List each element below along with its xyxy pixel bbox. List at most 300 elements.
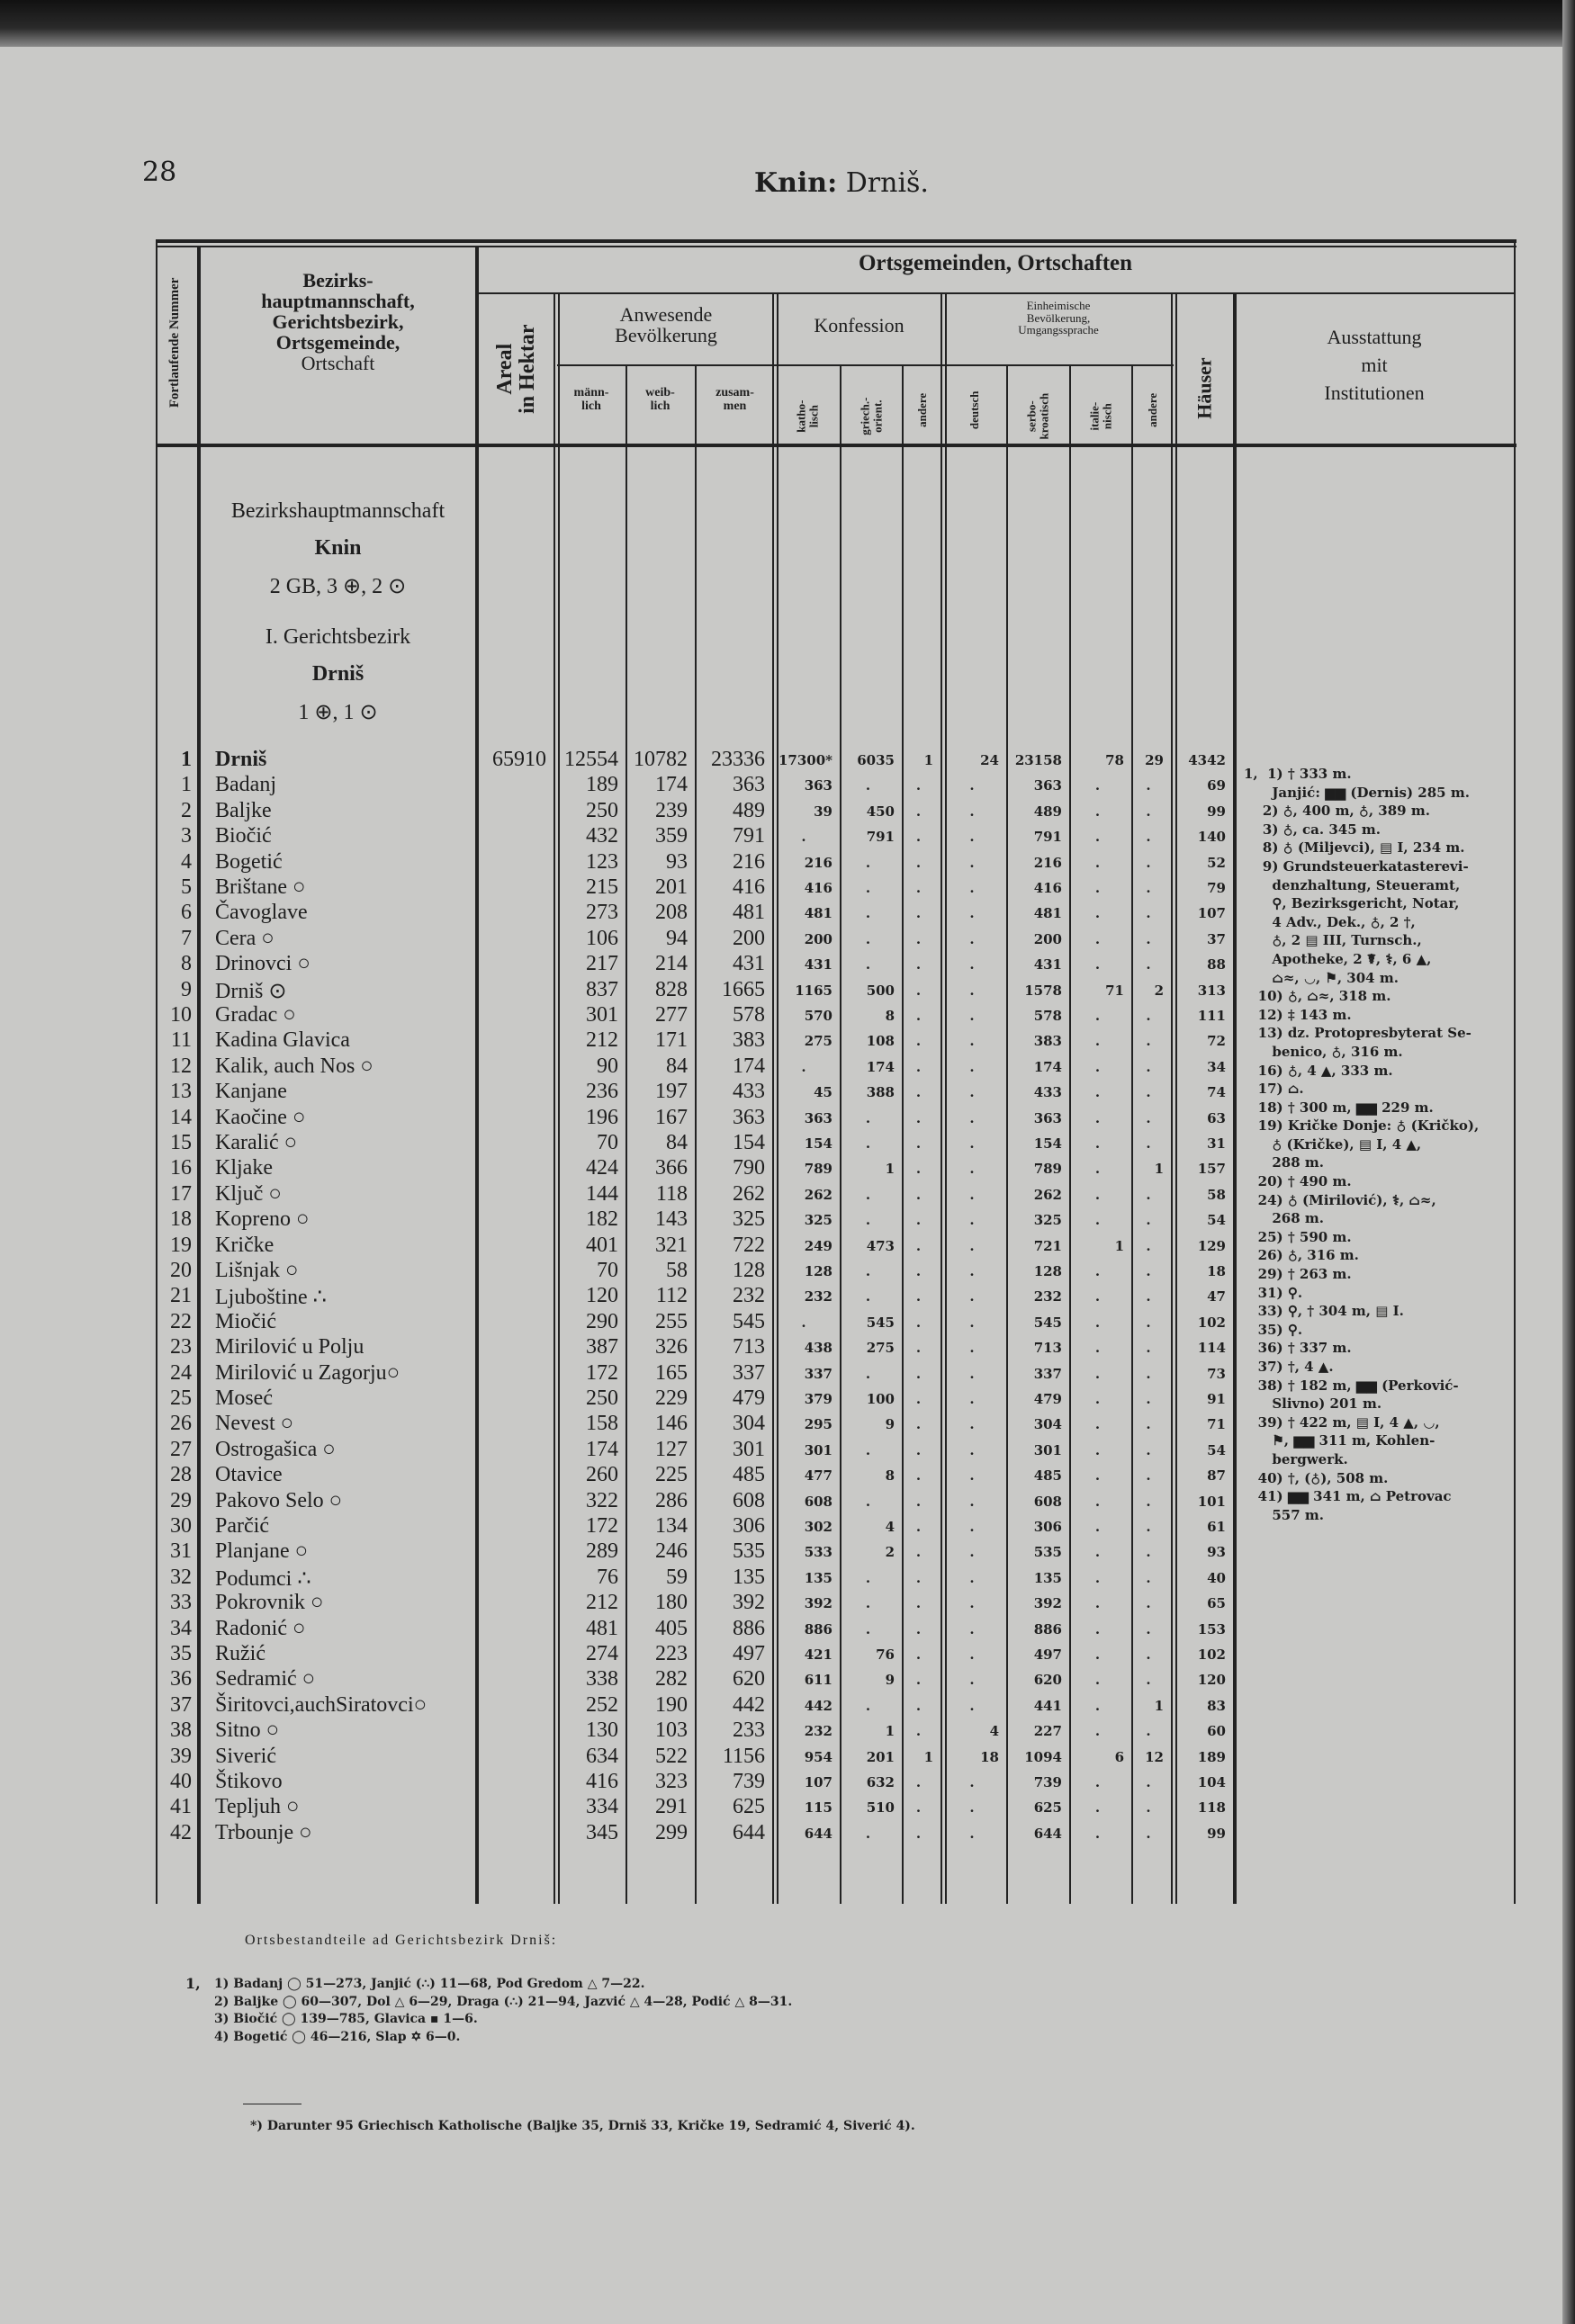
header-line: lich bbox=[650, 399, 670, 413]
cell-male: 172 bbox=[586, 1514, 618, 1538]
cell-german: . bbox=[969, 1033, 975, 1050]
cell-other-language: . bbox=[1146, 829, 1151, 846]
footer-heading: Ortsbestandteile ad Gerichtsbezirk Drniš: bbox=[245, 1933, 558, 1948]
cell-male: 387 bbox=[586, 1335, 618, 1359]
cell-catholic: 789 bbox=[804, 1161, 832, 1178]
note-line: 20) † 490 m. bbox=[1244, 1173, 1352, 1190]
cell-serbo-croatian: 431 bbox=[1033, 956, 1062, 974]
cell-catholic: 337 bbox=[804, 1365, 832, 1382]
cell-greek-orthodox: 1 bbox=[885, 1161, 895, 1178]
cell-number: 18 bbox=[170, 1207, 192, 1232]
note-line: denzhaltung, Steueramt, bbox=[1244, 876, 1461, 893]
cell-other-confession: . bbox=[915, 1391, 922, 1407]
cell-italian: . bbox=[1094, 1186, 1101, 1203]
cell-serbo-croatian: 392 bbox=[1033, 1595, 1062, 1612]
cell-number: 38 bbox=[170, 1718, 192, 1743]
table-row bbox=[0, 1234, 1260, 1259]
cell-total: 578 bbox=[733, 1003, 765, 1027]
cell-houses: 54 bbox=[1207, 1212, 1226, 1229]
cell-greek-orthodox: . bbox=[865, 1135, 871, 1152]
cell-greek-orthodox: 545 bbox=[866, 1314, 895, 1331]
cell-german: . bbox=[969, 1391, 975, 1407]
cell-greek-orthodox: . bbox=[865, 1825, 871, 1842]
note-line: 41) ▆▆ 341 m, ⌂ Petrovac bbox=[1244, 1488, 1452, 1505]
cell-italian: . bbox=[1094, 1544, 1101, 1561]
court-district-name: Drniš bbox=[311, 662, 364, 686]
cell-other-confession: . bbox=[915, 1467, 922, 1485]
cell-total: 363 bbox=[733, 1105, 765, 1129]
cell-total: 790 bbox=[733, 1156, 765, 1180]
cell-number: 34 bbox=[170, 1616, 192, 1640]
cell-german: . bbox=[969, 956, 975, 974]
cell-greek-orthodox: 4 bbox=[885, 1519, 895, 1535]
cell-houses: 140 bbox=[1197, 829, 1226, 846]
cell-male: 212 bbox=[586, 1028, 618, 1053]
cell-name: Trbounje ○ bbox=[215, 1820, 312, 1844]
cell-other-language: . bbox=[1146, 1493, 1151, 1510]
cell-serbo-croatian: 791 bbox=[1033, 829, 1062, 846]
cell-houses: 118 bbox=[1197, 1799, 1226, 1817]
cell-italian: . bbox=[1094, 880, 1101, 896]
table-row bbox=[0, 875, 1260, 901]
cell-other-confession: . bbox=[915, 777, 922, 794]
cell-serbo-croatian: 545 bbox=[1033, 1314, 1062, 1331]
cell-german: 18 bbox=[980, 1748, 999, 1765]
cell-other-language: . bbox=[1146, 1799, 1151, 1817]
cell-other-language: . bbox=[1146, 1620, 1151, 1638]
cell-name: Siverić bbox=[215, 1744, 276, 1768]
cell-other-language: . bbox=[1146, 1441, 1151, 1458]
cell-other-confession: . bbox=[915, 1263, 922, 1279]
cell-total: 232 bbox=[733, 1284, 765, 1308]
cell-serbo-croatian: 135 bbox=[1033, 1569, 1062, 1586]
cell-male: 345 bbox=[586, 1820, 618, 1844]
cell-name: Brištane ○ bbox=[215, 875, 306, 899]
cell-male: 481 bbox=[586, 1616, 618, 1640]
header-line: Ortschaft bbox=[301, 352, 375, 375]
table-row bbox=[0, 748, 1260, 773]
cell-number: 27 bbox=[170, 1437, 192, 1461]
cell-number: 24 bbox=[170, 1360, 192, 1385]
cell-other-language: 1 bbox=[1154, 1697, 1164, 1714]
cell-total: 1156 bbox=[722, 1744, 765, 1768]
cell-italian: . bbox=[1094, 1008, 1101, 1024]
cell-houses: 91 bbox=[1207, 1391, 1226, 1407]
cell-female: 323 bbox=[655, 1770, 688, 1793]
cell-name: Kalik, auch Nos ○ bbox=[215, 1054, 374, 1078]
cell-female: 201 bbox=[655, 875, 688, 899]
table-row bbox=[0, 850, 1260, 875]
cell-italian: . bbox=[1094, 1340, 1101, 1357]
cell-female: 59 bbox=[666, 1565, 688, 1589]
cell-other-confession: . bbox=[915, 1774, 922, 1790]
cell-number: 19 bbox=[170, 1233, 192, 1257]
note-line: 39) † 422 m, ▤ I, 4 ▲, ◡, bbox=[1244, 1413, 1440, 1431]
cell-serbo-croatian: 489 bbox=[1033, 803, 1062, 820]
cell-german: . bbox=[969, 1008, 975, 1024]
header-rule-1 bbox=[477, 292, 1514, 294]
cell-female: 143 bbox=[655, 1207, 688, 1232]
cell-male: 273 bbox=[586, 901, 618, 925]
cell-catholic: 107 bbox=[804, 1774, 832, 1790]
cell-houses: 313 bbox=[1197, 982, 1226, 999]
cell-german: . bbox=[969, 905, 975, 922]
cell-other-confession: . bbox=[915, 905, 922, 922]
note-line: bergwerk. bbox=[1244, 1450, 1348, 1467]
cell-name: Ljuboštine ∴ bbox=[215, 1286, 327, 1310]
cell-total: 791 bbox=[733, 824, 765, 848]
cell-italian: . bbox=[1094, 1084, 1101, 1101]
cell-german: . bbox=[969, 1263, 975, 1279]
cell-name: Sedramić ○ bbox=[215, 1667, 316, 1691]
cell-number: 36 bbox=[170, 1667, 192, 1691]
cell-total: 608 bbox=[733, 1488, 765, 1512]
cell-male: 289 bbox=[586, 1539, 618, 1564]
cell-greek-orthodox: . bbox=[865, 1365, 871, 1382]
note-line: 2) ♁, 400 m, ♁, 389 m. bbox=[1244, 803, 1430, 820]
cell-other-confession: . bbox=[915, 1519, 922, 1535]
cell-houses: 58 bbox=[1207, 1186, 1226, 1203]
cell-name: Gradac ○ bbox=[215, 1003, 296, 1027]
cell-serbo-croatian: 200 bbox=[1033, 930, 1062, 947]
cell-houses: 157 bbox=[1197, 1161, 1226, 1178]
district-authority-summary: 2 GB, 3 ⊕, 2 ⊙ bbox=[269, 575, 407, 598]
cell-name: Kopreno ○ bbox=[215, 1207, 310, 1232]
cell-number: 14 bbox=[170, 1105, 192, 1129]
cell-female: 190 bbox=[655, 1692, 688, 1717]
cell-total: 625 bbox=[733, 1795, 765, 1819]
subheader-konfession_sub-2 bbox=[916, 374, 929, 446]
cell-houses: 79 bbox=[1207, 880, 1226, 896]
cell-serbo-croatian: 713 bbox=[1033, 1340, 1062, 1357]
cell-catholic: 295 bbox=[804, 1416, 832, 1433]
cell-italian: . bbox=[1094, 1212, 1101, 1229]
cell-male: 12554 bbox=[564, 748, 618, 771]
cell-name: Baljke bbox=[215, 798, 272, 822]
cell-female: 223 bbox=[655, 1642, 688, 1665]
cell-total: 383 bbox=[733, 1028, 765, 1053]
cell-number: 30 bbox=[170, 1514, 192, 1538]
cell-female: 165 bbox=[655, 1360, 688, 1385]
cell-serbo-croatian: 789 bbox=[1033, 1161, 1062, 1178]
cell-name: Kričke bbox=[215, 1233, 274, 1257]
subheader-sprache_sub-2 bbox=[1088, 381, 1112, 453]
cell-greek-orthodox: . bbox=[865, 956, 871, 974]
cell-serbo-croatian: 886 bbox=[1033, 1620, 1062, 1638]
cell-serbo-croatian: 154 bbox=[1033, 1135, 1062, 1152]
cell-german: . bbox=[969, 1237, 975, 1254]
cell-catholic: 392 bbox=[804, 1595, 832, 1612]
cell-total: 489 bbox=[733, 798, 765, 822]
cell-name: Badanj bbox=[215, 773, 276, 797]
cell-other-confession: . bbox=[915, 1416, 922, 1433]
cell-other-language: . bbox=[1146, 930, 1151, 947]
cell-total: 392 bbox=[733, 1591, 765, 1615]
cell-name: Bogetić bbox=[215, 849, 283, 874]
header-running-number: Fortlaufende Nummer bbox=[167, 277, 183, 408]
note-line: 268 m. bbox=[1244, 1210, 1324, 1227]
cell-number: 9 bbox=[181, 977, 192, 1001]
cell-female: 405 bbox=[655, 1616, 688, 1640]
note-line: 35) ⚲. bbox=[1244, 1321, 1303, 1338]
cell-male: 250 bbox=[586, 1386, 618, 1410]
cell-italian: . bbox=[1094, 1161, 1101, 1178]
header-line: men bbox=[723, 399, 747, 413]
court-district-summary: 1 ⊕, 1 ⊙ bbox=[298, 701, 378, 724]
cell-catholic: 477 bbox=[804, 1467, 832, 1485]
cell-catholic: 442 bbox=[804, 1697, 832, 1714]
cell-greek-orthodox: 6035 bbox=[857, 752, 895, 768]
scan-border-right bbox=[1562, 0, 1575, 2324]
cell-serbo-croatian: 128 bbox=[1033, 1263, 1062, 1279]
cell-houses: 101 bbox=[1197, 1493, 1226, 1510]
table-row bbox=[0, 1617, 1260, 1642]
cell-total: 262 bbox=[733, 1181, 765, 1206]
cell-other-language: . bbox=[1146, 1391, 1151, 1407]
cell-other-confession: . bbox=[915, 1212, 922, 1229]
note-line: ⚲, Bezirksgericht, Notar, bbox=[1244, 895, 1460, 912]
cell-german: . bbox=[969, 1288, 975, 1306]
cell-number: 21 bbox=[170, 1284, 192, 1308]
cell-houses: 120 bbox=[1197, 1672, 1226, 1689]
table-row bbox=[0, 1463, 1260, 1488]
cell-greek-orthodox: 275 bbox=[866, 1340, 895, 1357]
cell-male: 144 bbox=[586, 1181, 618, 1206]
cell-total: 485 bbox=[733, 1463, 765, 1487]
cell-total: 481 bbox=[733, 901, 765, 925]
cell-total: 442 bbox=[733, 1692, 765, 1717]
footer-item: 1) Badanj ◯ 51—273, Janjić (∴) 11—68, Pod Gredom △ 7—22. bbox=[214, 1977, 645, 1991]
cell-catholic: 262 bbox=[804, 1186, 832, 1203]
cell-name: Kanjane bbox=[215, 1080, 287, 1104]
cell-number: 39 bbox=[170, 1744, 192, 1768]
table-row bbox=[0, 799, 1260, 824]
cell-name: Miočić bbox=[215, 1309, 276, 1333]
cell-other-language: . bbox=[1146, 1109, 1151, 1126]
cell-other-confession: . bbox=[915, 1697, 922, 1714]
cell-italian: . bbox=[1094, 1723, 1101, 1740]
cell-italian: . bbox=[1094, 803, 1101, 820]
cell-catholic: 128 bbox=[804, 1263, 832, 1279]
cell-greek-orthodox: . bbox=[865, 880, 871, 896]
cell-other-confession: . bbox=[915, 880, 922, 896]
cell-serbo-croatian: 363 bbox=[1033, 777, 1062, 794]
cell-houses: 104 bbox=[1197, 1774, 1226, 1790]
cell-total: 479 bbox=[733, 1386, 765, 1410]
cell-name: Kaočine ○ bbox=[215, 1105, 306, 1129]
cell-serbo-croatian: 262 bbox=[1033, 1186, 1062, 1203]
cell-catholic: 232 bbox=[804, 1723, 832, 1740]
cell-number: 37 bbox=[170, 1692, 192, 1717]
table-row bbox=[0, 1182, 1260, 1207]
table-row bbox=[0, 1207, 1260, 1233]
cell-houses: 40 bbox=[1207, 1569, 1226, 1586]
cell-number: 35 bbox=[170, 1642, 192, 1665]
cell-female: 134 bbox=[655, 1514, 688, 1538]
cell-serbo-croatian: 485 bbox=[1033, 1467, 1062, 1485]
cell-greek-orthodox: 510 bbox=[866, 1799, 895, 1817]
cell-german: . bbox=[969, 1672, 975, 1689]
cell-number: 29 bbox=[170, 1488, 192, 1512]
cell-male: 212 bbox=[586, 1591, 618, 1615]
cell-other-confession: . bbox=[915, 1647, 922, 1663]
cell-total: 23336 bbox=[711, 748, 765, 771]
cell-houses: 111 bbox=[1197, 1008, 1226, 1024]
cell-female: 359 bbox=[655, 824, 688, 848]
cell-other-language: . bbox=[1146, 1186, 1151, 1203]
cell-italian: . bbox=[1094, 829, 1101, 846]
cell-serbo-croatian: 608 bbox=[1033, 1493, 1062, 1510]
cell-number: 13 bbox=[170, 1080, 192, 1104]
header-line: Ortsgemeinde, bbox=[275, 331, 400, 354]
cell-italian: . bbox=[1094, 1569, 1101, 1586]
cell-number: 22 bbox=[170, 1309, 192, 1333]
cell-name: Nevest ○ bbox=[215, 1412, 294, 1436]
table-row bbox=[0, 1514, 1260, 1539]
header-line: Einheimische bbox=[1026, 299, 1091, 312]
cell-serbo-croatian: 578 bbox=[1033, 1008, 1062, 1024]
cell-male: 90 bbox=[597, 1054, 618, 1078]
note-line: Apotheke, 2 ☤, ⚕, 6 ▲, bbox=[1244, 950, 1432, 967]
cell-greek-orthodox: 108 bbox=[866, 1033, 895, 1050]
note-line: ♁, 2 ▤ III, Turnsch., bbox=[1244, 932, 1422, 949]
cell-greek-orthodox: 473 bbox=[866, 1237, 895, 1254]
note-line: 19) Kričke Donje: ♁ (Kričko), bbox=[1244, 1117, 1480, 1135]
cell-other-confession: . bbox=[915, 1237, 922, 1254]
cell-total: 216 bbox=[733, 849, 765, 874]
cell-name: Ostrogašica ○ bbox=[215, 1437, 336, 1461]
cell-total: 535 bbox=[733, 1539, 765, 1564]
cell-other-language: . bbox=[1146, 956, 1151, 974]
cell-greek-orthodox: . bbox=[865, 1288, 871, 1306]
cell-total: 363 bbox=[733, 773, 765, 797]
header-line: italie- bbox=[1086, 401, 1101, 431]
cell-catholic: 416 bbox=[804, 880, 832, 896]
cell-serbo-croatian: 721 bbox=[1033, 1237, 1062, 1254]
cell-total: 713 bbox=[733, 1335, 765, 1359]
header-line: Bezirks- bbox=[302, 269, 374, 292]
table-top-rule bbox=[156, 239, 1516, 243]
note-line: 26) ♁, 316 m. bbox=[1244, 1247, 1359, 1264]
cell-female: 93 bbox=[666, 849, 688, 874]
cell-total: 174 bbox=[733, 1054, 765, 1078]
cell-catholic: 570 bbox=[804, 1008, 832, 1024]
cell-greek-orthodox: 9 bbox=[885, 1672, 895, 1689]
cell-number: 32 bbox=[170, 1565, 192, 1589]
cell-number: 10 bbox=[170, 1003, 192, 1027]
cell-greek-orthodox: 8 bbox=[885, 1467, 895, 1485]
cell-other-language: . bbox=[1146, 1058, 1151, 1075]
cell-italian: 6 bbox=[1114, 1748, 1124, 1765]
cell-female: 282 bbox=[655, 1667, 688, 1691]
cell-number: 33 bbox=[170, 1591, 192, 1615]
cell-male: 106 bbox=[586, 926, 618, 950]
cell-catholic: 438 bbox=[804, 1340, 832, 1357]
header-line: orient. bbox=[869, 399, 884, 433]
subheader-population-0 bbox=[557, 387, 626, 413]
cell-total: 304 bbox=[733, 1412, 765, 1436]
cell-catholic: 232 bbox=[804, 1288, 832, 1306]
cell-total: 325 bbox=[733, 1207, 765, 1232]
cell-male: 120 bbox=[586, 1284, 618, 1308]
header-line: Bevölkerung bbox=[615, 324, 717, 347]
cell-italian: . bbox=[1094, 1697, 1101, 1714]
cell-total: 306 bbox=[733, 1514, 765, 1538]
header-confession: Konfession bbox=[814, 314, 904, 336]
cell-catholic: 200 bbox=[804, 930, 832, 947]
cell-female: 112 bbox=[655, 1284, 688, 1308]
cell-other-language: . bbox=[1146, 1723, 1151, 1740]
cell-catholic: 431 bbox=[804, 956, 832, 974]
cell-italian: . bbox=[1094, 777, 1101, 794]
subheader-sprache_sub-1 bbox=[1025, 381, 1049, 453]
header-line: Institutionen bbox=[1324, 381, 1425, 404]
cell-other-confession: . bbox=[915, 1569, 922, 1586]
cell-other-confession: . bbox=[915, 1008, 922, 1024]
note-line: 4 Adv., Dek., ♁, 2 †, bbox=[1244, 913, 1416, 930]
cell-female: 246 bbox=[655, 1539, 688, 1564]
cell-other-language: . bbox=[1146, 777, 1151, 794]
cell-greek-orthodox: . bbox=[865, 1186, 871, 1203]
cell-serbo-croatian: 1578 bbox=[1024, 982, 1062, 999]
cell-other-language: . bbox=[1146, 1340, 1151, 1357]
cell-other-confession: . bbox=[915, 1620, 922, 1638]
table-row bbox=[0, 1539, 1260, 1565]
cell-greek-orthodox: 1 bbox=[885, 1723, 895, 1740]
cell-male: 837 bbox=[586, 977, 618, 1001]
cell-italian: . bbox=[1094, 1314, 1101, 1331]
table-row bbox=[0, 978, 1260, 1003]
table-row bbox=[0, 1821, 1260, 1846]
cell-italian: . bbox=[1094, 1467, 1101, 1485]
cell-german: . bbox=[969, 1569, 975, 1586]
cell-total: 416 bbox=[733, 875, 765, 899]
cell-female: 180 bbox=[655, 1591, 688, 1615]
cell-number: 12 bbox=[170, 1054, 192, 1078]
cell-total: 497 bbox=[733, 1642, 765, 1665]
subheader-konfession_sub-0 bbox=[795, 381, 819, 453]
cell-serbo-croatian: 227 bbox=[1033, 1723, 1062, 1740]
header-line: katho- bbox=[794, 399, 808, 433]
cell-houses: 107 bbox=[1197, 905, 1226, 922]
cell-greek-orthodox: . bbox=[865, 777, 871, 794]
cell-female: 58 bbox=[666, 1259, 688, 1282]
cell-other-confession: . bbox=[915, 1288, 922, 1306]
cell-italian: . bbox=[1094, 1595, 1101, 1612]
cell-other-language: . bbox=[1146, 1825, 1151, 1842]
cell-catholic: . bbox=[801, 829, 806, 846]
cell-other-confession: . bbox=[915, 1033, 922, 1050]
cell-german: . bbox=[969, 1697, 975, 1714]
cell-other-language: . bbox=[1146, 1467, 1151, 1485]
cell-houses: 52 bbox=[1207, 854, 1226, 871]
cell-other-confession: . bbox=[915, 1365, 922, 1382]
cell-serbo-croatian: 625 bbox=[1033, 1799, 1062, 1817]
cell-greek-orthodox: . bbox=[865, 854, 871, 871]
cell-total: 739 bbox=[733, 1770, 765, 1793]
cell-german: . bbox=[969, 1467, 975, 1485]
cell-italian: . bbox=[1094, 1647, 1101, 1663]
cell-other-language: . bbox=[1146, 880, 1151, 896]
cell-female: 286 bbox=[655, 1488, 688, 1512]
cell-houses: 99 bbox=[1207, 1825, 1226, 1842]
cell-german: . bbox=[969, 1647, 975, 1663]
cell-female: 10782 bbox=[634, 748, 688, 771]
subheader-population-1 bbox=[626, 387, 695, 413]
cell-italian: . bbox=[1094, 930, 1101, 947]
table-row bbox=[0, 1795, 1260, 1820]
note-line: 9) Grundsteuerkatasterevi- bbox=[1244, 857, 1469, 875]
